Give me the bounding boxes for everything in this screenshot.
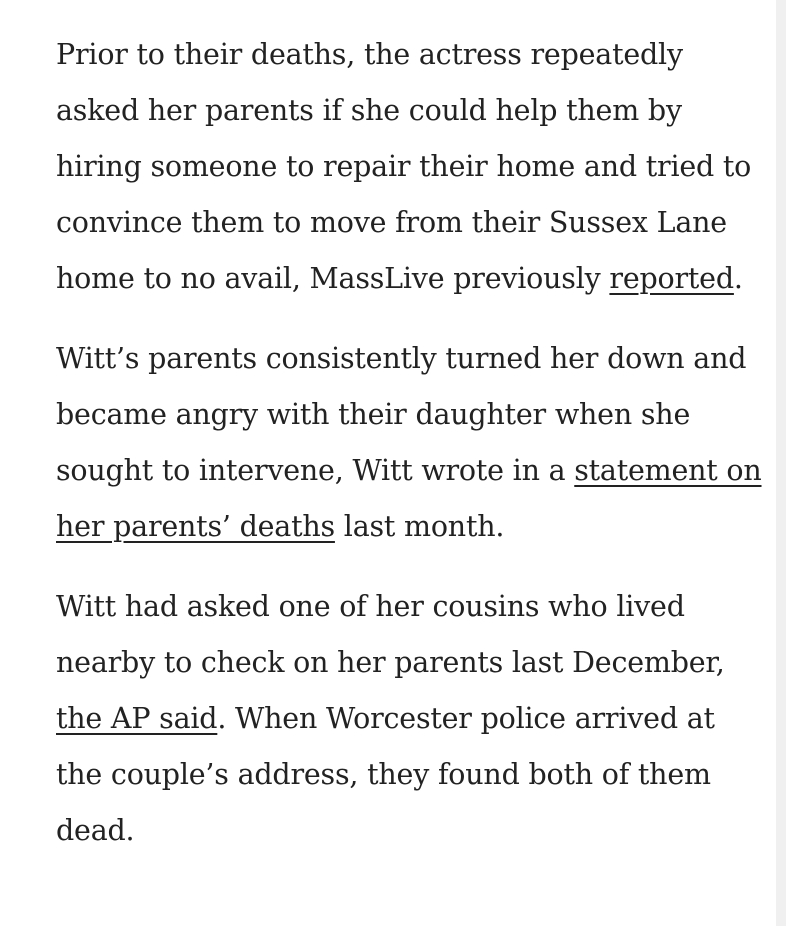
article-body: [56, 27, 768, 883]
page-side-rail: [776, 0, 786, 926]
reported-link[interactable]: reported: [609, 262, 734, 295]
paragraph-text: . When Worcester police arrived at the couple’s address, they found both of them dead.: [56, 702, 715, 847]
paragraph-text: .: [733, 262, 743, 295]
paragraph-text: Witt had asked one of her cousins who lived nearby to check on her parents last December,: [56, 590, 725, 679]
article-paragraph: [56, 579, 768, 859]
ap-said-link[interactable]: the AP said: [56, 702, 218, 735]
statement-link[interactable]: statement on her parents’ deaths: [56, 454, 762, 543]
paragraph-text: Prior to their deaths, the actress repeatedly asked her parents if she could help them by hiring someone to repair their home and tried to convince them to move from their Sussex Lane home to no avail, MassLive previously: [56, 38, 752, 295]
paragraph-text: Witt’s parents consistently turned her down and became angry with their daughter when she sought to intervene, Witt wrote in a: [56, 342, 747, 487]
article-paragraph: [56, 331, 768, 555]
article-paragraph: [56, 27, 768, 307]
paragraph-text: last month.: [334, 510, 505, 543]
